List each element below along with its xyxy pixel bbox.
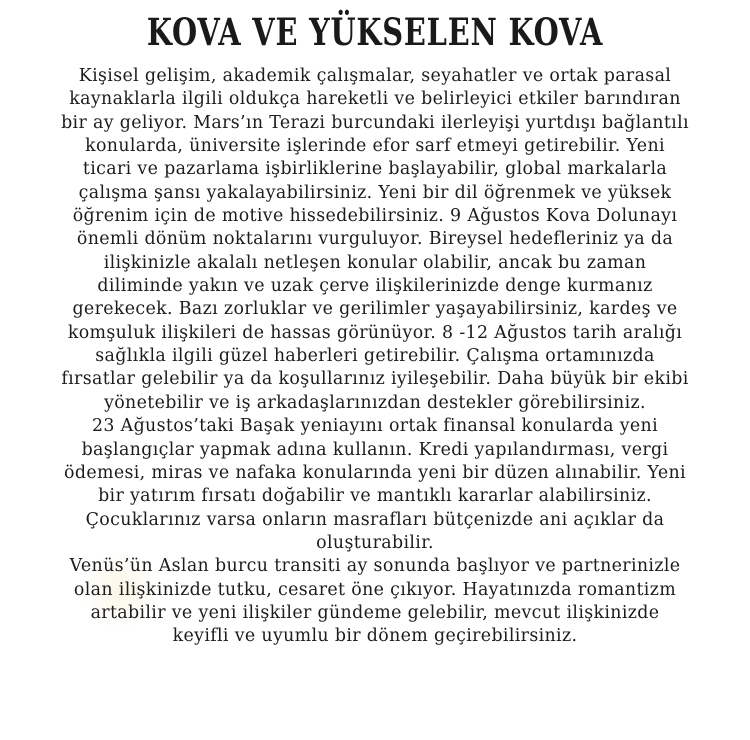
text-line: fırsatlar gelebilir ya da koşullarınız iyileşebilir. Daha büyük bir ekibi [61,369,689,390]
text-line: ilişkinizle akalalı netleşen konular olabilir, ancak bu zaman [103,252,647,273]
text-line: Çocuklarınız varsa onların masrafları bütçenizde ani açıklar da [85,509,665,530]
text-line: başlangıçlar yapmak adına kullanın. Kredi yapılandırması, vergi [81,439,669,460]
text-line: bir ay geliyor. Mars’ın Terazi burcundaki ilerleyişi yurtdışı bağlantılı [61,112,689,133]
text-line: komşuluk ilişkileri de hassas görünüyor. 8 -12 Ağustos tarih aralığı [67,322,683,343]
article-body [20,65,730,649]
text-line: artabilir ve yeni ilişkiler gündeme gelebilir, mevcut ilişkinizde [90,602,660,623]
text-line: 23 Ağustos’taki Başak yeniayını ortak finansal konularda yeni [91,416,659,437]
text-line: konularda, üniversite işlerinde efor sarf etmeyi getirebilir. Yeni [85,136,665,157]
text-line: çalışma şansı yakalayabilirsiniz. Yeni bir dil öğrenmek ve yüksek [78,182,672,203]
text-line: öğrenim için de motive hissedebilirsiniz. 9 Ağustos Kova Dolunayı [72,206,678,227]
text-line: bir yatırım fırsatı doğabilir ve mantıklı kararlar alabilirsiniz. [98,486,652,507]
text-line: sağlıkla ilgili güzel haberleri getirebilir. Çalışma ortamınızda [95,346,655,367]
text-line: kaynaklarla ilgili oldukça hareketli ve belirleyici etkiler barındıran [69,89,681,110]
text-line: ödemesi, miras ve nafaka konularında yeni bir düzen alınabilir. Yeni [64,462,686,483]
text-line: Venüs’ün Aslan burcu transiti ay sonunda başlıyor ve partnerinizle [69,556,681,577]
text-line: diliminde yakın ve uzak çerve ilişkilerinizde denge kurmanız [97,276,653,297]
text-line: oluşturabilir. [316,532,434,553]
text-line: olan ilişkinizde tutku, cesaret öne çıkıyor. Hayatınızda romantizm [73,579,677,600]
text-line: önemli dönüm noktalarını vurguluyor. Bireysel hedefleriniz ya da [76,229,674,250]
text-line: keyifli ve uyumlu bir dönem geçirebilirsiniz. [172,626,578,647]
text-line: ticari ve pazarlama işbirliklerine başlayabilir, global markalarla [82,159,668,180]
text-line: yönetebilir ve iş arkadaşlarınızdan destekler görebilirsiniz. [104,392,646,413]
page-title: KOVA VE YÜKSELEN KOVA [146,10,604,54]
text-line: gerekecek. Bazı zorluklar ve gerilimler yaşayabilirsiniz, kardeş ve [72,299,678,320]
text-line: Kişisel gelişim, akademik çalışmalar, seyahatler ve ortak parasal [78,66,672,86]
